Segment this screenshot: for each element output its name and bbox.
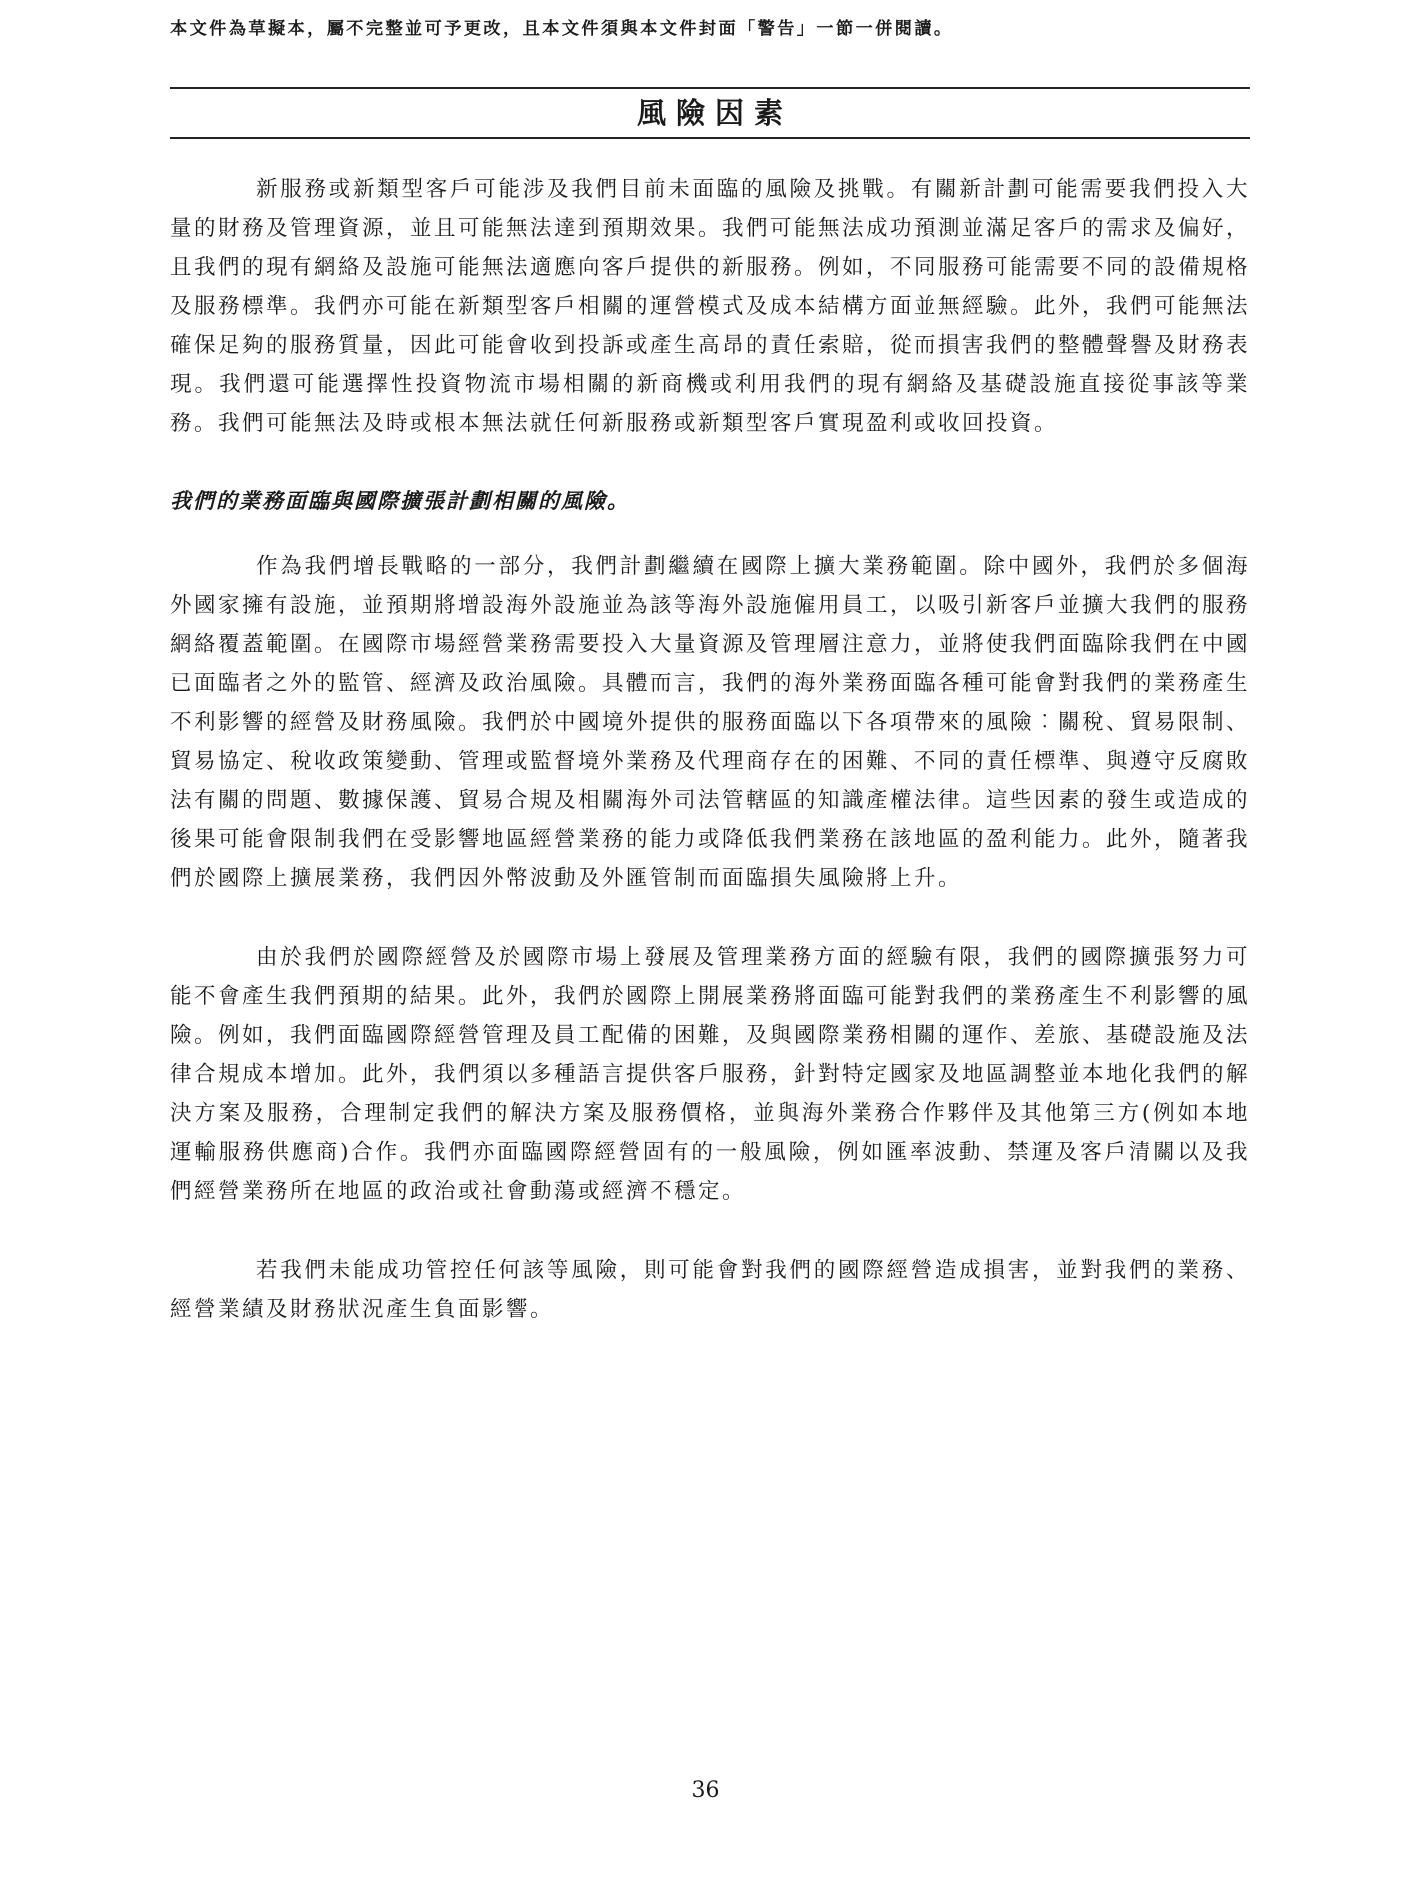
risk-heading-international-expansion: 我們的業務面臨與國際擴張計劃相關的風險。 [170,489,630,513]
section-title: 風險因素 [636,96,793,130]
paragraph-new-services-risk: 新服務或新類型客戶可能涉及我們目前未面臨的風險及挑戰。有關新計劃可能需要我們投入大量的財務及管理資源，並且可能無法達到預期效果。我們可能無法成功預測並滿足客戶的需求及偏好，且我們的現有網絡及設施可能無法適應向客戶提供的新服務。例如，不同服務可能需要不同的設備規格及服務標準。我們亦可能在新類型客戶相關的運營模式及成本結構方面並無經驗。此外，我們可能無法確保足夠的服務質量，因此可能會收到投訴或產生高昂的責任索賠，從而損害我們的整體聲譽及財務表現。我們還可能選擇性投資物流市場相關的新商機或利用我們的現有網絡及基礎設施直接從事該等業務。我們可能無法及時或根本無法就任何新服務或新類型客戶實現盈利或收回投資。 [170,177,1251,436]
page-number: 36 [691,1778,720,1803]
paragraph-conclusion: 若我們未能成功管控任何該等風險，則可能會對我們的國際經營造成損害，並對我們的業務、經營業績及財務狀況產生負面影響。 [170,1258,1250,1322]
section-title-band [170,87,1250,139]
document-body [170,170,1250,1369]
draft-disclaimer: 本文件為草擬本，屬不完整並可予更改，且本文件須與本文件封面「警告」一節一併閱讀。 [170,19,954,39]
paragraph-international-strategy: 作為我們增長戰略的一部分，我們計劃繼續在國際上擴大業務範圍。除中國外，我們於多個海外國家擁有設施，並預期將增設海外設施並為該等海外設施僱用員工，以吸引新客戶並擴大我們的服務網絡覆蓋範圍。在國際市場經營業務需要投入大量資源及管理層注意力，並將使我們面臨除我們在中國已面臨者之外的監管、經濟及政治風險。具體而言，我們的海外業務面臨各種可能會對我們的業務產生不利影響的經營及財務風險。我們於中國境外提供的服務面臨以下各項帶來的風險︰關稅、貿易限制、貿易協定、稅收政策變動、管理或監督境外業務及代理商存在的困難、不同的責任標準、與遵守反腐敗法有關的問題、數據保護、貿易合規及相關海外司法管轄區的知識產權法律。這些因素的發生或造成的後果可能會限制我們在受影響地區經營業務的能力或降低我們業務在該地區的盈利能力。此外，隨著我們於國際上擴展業務，我們因外幣波動及外匯管制而面臨損失風險將上升。 [170,554,1251,891]
paragraph-international-experience: 由於我們於國際經營及於國際市場上發展及管理業務方面的經驗有限，我們的國際擴張努力可能不會產生我們預期的結果。此外，我們於國際上開展業務將面臨可能對我們的業務產生不利影響的風險。例如，我們面臨國際經營管理及員工配備的困難，及與國際業務相關的運作、差旅、基礎設施及法律合規成本增加。此外，我們須以多種語言提供客戶服務，針對特定國家及地區調整並本地化我們的解決方案及服務，合理制定我們的解決方案及服務價格，並與海外業務合作夥伴及其他第三方(例如本地運輸服務供應商)合作。我們亦面臨國際經營固有的一般風險，例如匯率波動、禁運及客戶清關以及我們經營業務所在地區的政治或社會動蕩或經濟不穩定。 [170,945,1251,1204]
